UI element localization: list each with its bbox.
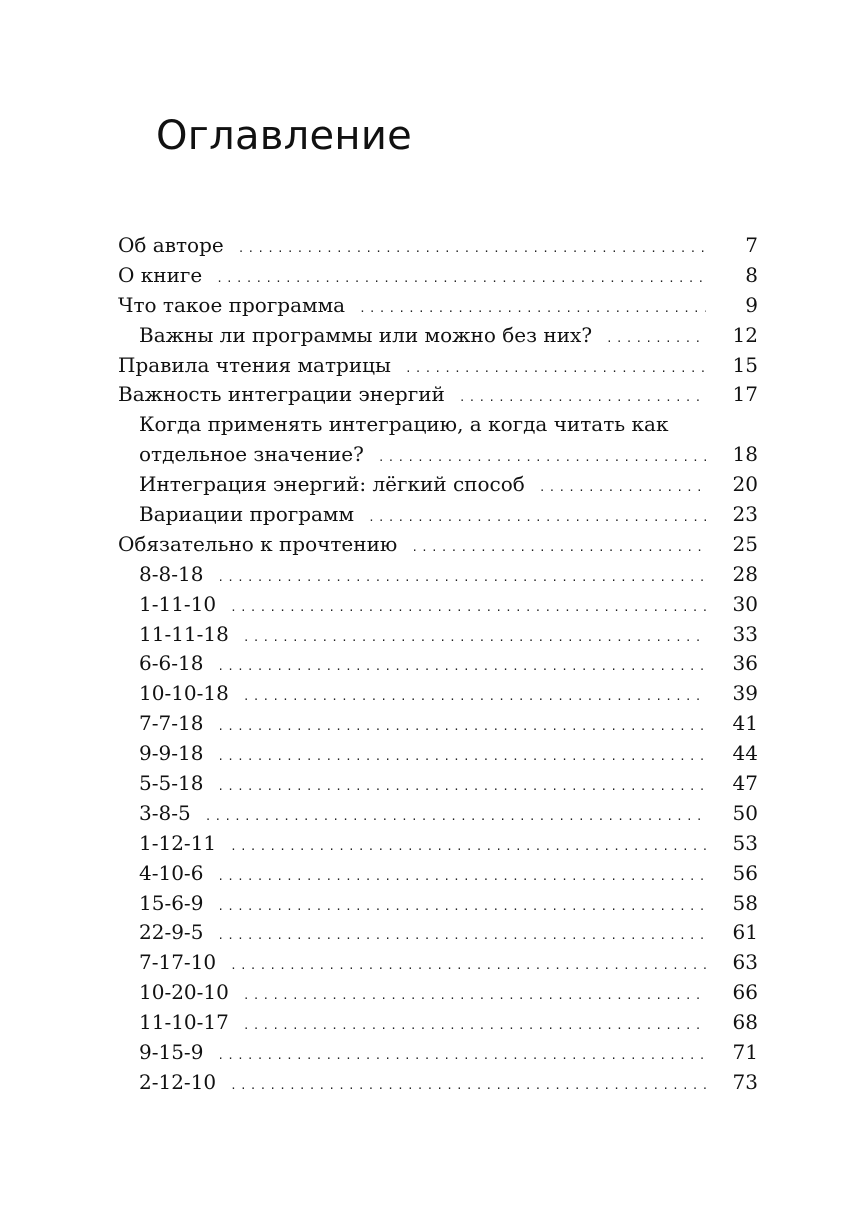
toc-entry-title: 1-12-11 <box>139 830 217 855</box>
toc-entry-title: 22-9-5 <box>139 920 204 945</box>
toc-entry[interactable] <box>118 948 758 978</box>
toc-entry[interactable] <box>118 380 758 410</box>
toc-entry[interactable] <box>118 351 758 381</box>
toc-page-number: 30 <box>732 591 758 616</box>
toc-page-number: 18 <box>732 442 758 467</box>
dot-leader <box>243 1011 706 1041</box>
toc-entry-title: 5-5-18 <box>139 771 204 796</box>
toc-page-number: 17 <box>732 382 758 407</box>
toc-page-number: 63 <box>732 950 758 975</box>
toc-entry[interactable] <box>118 769 758 799</box>
toc-page-number: 15 <box>732 352 758 377</box>
toc-entry-title: 4-10-6 <box>139 860 204 885</box>
dot-leader <box>217 862 706 892</box>
dot-leader <box>217 892 706 922</box>
dot-leader <box>217 563 706 593</box>
toc-entry-title: 8-8-18 <box>139 561 204 586</box>
dot-leader <box>217 742 706 772</box>
dot-leader <box>243 981 706 1011</box>
toc-page-number: 33 <box>732 621 758 646</box>
toc-page-number: 61 <box>732 920 758 945</box>
dot-leader <box>217 921 706 951</box>
toc-entry[interactable] <box>118 859 758 889</box>
toc-entry[interactable] <box>118 978 758 1008</box>
toc-page-number: 7 <box>745 233 758 257</box>
toc-entry[interactable] <box>118 918 758 948</box>
dot-leader <box>217 1041 706 1071</box>
toc-entry-title: Важны ли программы или можно без них? <box>139 322 593 347</box>
toc-page-number: 44 <box>732 741 758 766</box>
toc-entry[interactable] <box>118 440 758 470</box>
toc-entry-title: 11-10-17 <box>139 1010 229 1035</box>
toc-entry[interactable] <box>118 590 758 620</box>
toc-page-number: 47 <box>732 771 758 796</box>
toc-entry[interactable] <box>118 649 758 679</box>
toc-entry-title: Обязательно к прочтению <box>118 531 398 556</box>
toc-entry-title: 9-9-18 <box>139 741 204 766</box>
dot-leader <box>230 832 706 862</box>
toc-entry[interactable] <box>118 1068 758 1098</box>
toc-page-number: 41 <box>732 711 758 736</box>
toc-entry-title: 7-7-18 <box>139 711 204 736</box>
toc-page-number: 71 <box>732 1040 758 1065</box>
toc-page-number: 9 <box>745 292 758 317</box>
toc-entry[interactable] <box>118 410 758 440</box>
toc-entry[interactable] <box>118 530 758 560</box>
toc-page-number: 66 <box>732 980 758 1005</box>
dot-leader <box>230 593 706 623</box>
toc-page-number: 53 <box>732 830 758 855</box>
dot-leader <box>359 294 706 324</box>
dot-leader <box>606 324 706 354</box>
page-title: Оглавление <box>156 113 413 159</box>
dot-leader <box>216 264 706 294</box>
toc-entry-title: Интеграция энергий: лёгкий способ <box>139 472 525 497</box>
dot-leader <box>217 712 706 742</box>
dot-leader <box>459 383 706 413</box>
toc-entry-title: 10-10-18 <box>139 681 229 706</box>
toc-entry-title: 15-6-9 <box>139 890 204 915</box>
toc-entry[interactable] <box>118 799 758 829</box>
toc-entry-title: О книге <box>118 262 203 287</box>
toc-entry-title: 2-12-10 <box>139 1069 217 1094</box>
toc-entry[interactable] <box>118 261 758 291</box>
dot-leader <box>205 802 706 832</box>
dot-leader <box>411 533 706 563</box>
toc-entry[interactable] <box>118 709 758 739</box>
toc-page-number: 73 <box>732 1069 758 1094</box>
toc-entry-title: 3-8-5 <box>139 800 191 825</box>
toc-entry-title: 7-17-10 <box>139 950 217 975</box>
toc-page-number: 23 <box>732 502 758 527</box>
dot-leader <box>243 682 706 712</box>
toc-entry-title: Важность интеграции энергий <box>118 382 445 407</box>
toc-entry-title: Когда применять интеграцию, а когда читать как <box>139 412 669 437</box>
toc-page-number: 8 <box>745 262 758 287</box>
toc-page-number: 20 <box>732 472 758 497</box>
table-of-contents <box>118 231 758 1098</box>
toc-entry-title: Правила чтения матрицы <box>118 352 391 377</box>
toc-page-number: 68 <box>732 1010 758 1035</box>
dot-leader <box>230 951 706 981</box>
toc-entry[interactable] <box>118 291 758 321</box>
toc-entry[interactable] <box>118 679 758 709</box>
toc-entry[interactable] <box>118 560 758 590</box>
dot-leader <box>368 503 706 533</box>
toc-entry-title: 6-6-18 <box>139 651 204 676</box>
toc-page-number: 25 <box>732 531 758 556</box>
toc-entry-title: 1-11-10 <box>139 591 217 616</box>
dot-leader <box>217 652 706 682</box>
toc-page-number: 56 <box>732 860 758 885</box>
toc-entry[interactable] <box>118 829 758 859</box>
dot-leader <box>243 623 706 653</box>
toc-entry-title: 11-11-18 <box>139 621 229 646</box>
toc-page-number: 39 <box>732 681 758 706</box>
dot-leader <box>378 443 706 473</box>
toc-page-number: 28 <box>732 561 758 586</box>
toc-entry[interactable] <box>118 231 758 261</box>
toc-entry-title: Об авторе <box>118 233 224 257</box>
dot-leader <box>405 354 706 384</box>
toc-entry[interactable] <box>118 500 758 530</box>
toc-entry[interactable] <box>118 889 758 919</box>
toc-entry[interactable] <box>118 470 758 500</box>
toc-page-number: 58 <box>732 890 758 915</box>
toc-entry[interactable] <box>118 620 758 650</box>
toc-page-number: 36 <box>732 651 758 676</box>
toc-entry[interactable] <box>118 1038 758 1068</box>
toc-page-number: 50 <box>732 800 758 825</box>
dot-leader <box>539 473 706 503</box>
toc-entry-title: 10-20-10 <box>139 980 229 1005</box>
toc-page-number: 12 <box>732 322 758 347</box>
toc-entry[interactable] <box>118 739 758 769</box>
toc-entry-title: Что такое программа <box>118 292 346 317</box>
dot-leader <box>230 1071 706 1101</box>
toc-entry[interactable] <box>118 1008 758 1038</box>
toc-entry-title: 9-15-9 <box>139 1040 204 1065</box>
toc-entry-title: Вариации программ <box>139 502 355 527</box>
dot-leader <box>217 772 706 802</box>
dot-leader <box>238 234 706 264</box>
toc-entry-title: отдельное значение? <box>139 442 364 467</box>
toc-entry[interactable] <box>118 321 758 351</box>
